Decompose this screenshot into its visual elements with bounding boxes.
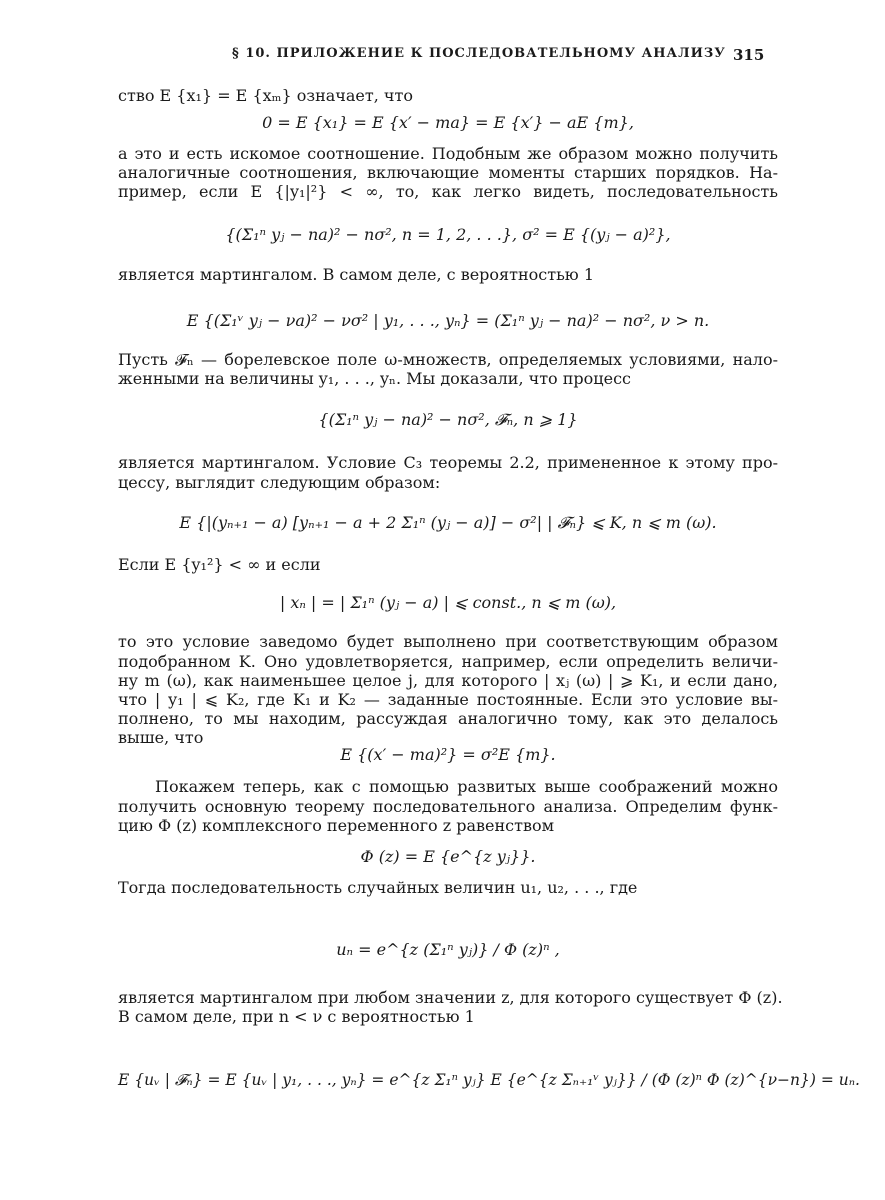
text-line: В самом деле, при n < ν с вероятностью 1 [118, 1007, 475, 1026]
formula: {(Σ₁ⁿ yⱼ − na)² − nσ², n = 1, 2, . . .}, σ² = E {(yⱼ − a)²}, [225, 225, 671, 244]
text-line: ну m (ω), как наименьшее целое j, для которого | xⱼ (ω) | ⩾ K₁, и если дано, [118, 671, 778, 690]
formula: E {uᵥ | 𝓕ₙ} = E {uᵥ | y₁, . . ., yₙ} = e^{z Σ₁ⁿ yⱼ} E {e^{z Σₙ₊₁ᵛ yⱼ}} / (Φ (z)ⁿ Φ (z)^{ν−n}) = uₙ. [118, 1071, 860, 1089]
formula: | xₙ | = | Σ₁ⁿ (yⱼ − a) | ⩽ const., n ⩽ m (ω), [279, 593, 617, 612]
text-line: Пусть 𝓕ₙ — борелевское поле ω-множеств, определяемых условиями, нало- [118, 350, 778, 369]
formula: E {|(yₙ₊₁ − a) [yₙ₊₁ − a + 2 Σ₁ⁿ (yⱼ − a)] − σ²| | 𝓕ₙ} ⩽ K, n ⩽ m (ω). [179, 513, 717, 532]
text-line: женными на величины y₁, . . ., yₙ. Мы доказали, что процесс [118, 369, 631, 388]
text-line: полнено, то мы находим, рассуждая аналогично тому, как это делалось [118, 709, 778, 728]
text-line: Покажем теперь, как с помощью развитых выше соображений можно [155, 777, 778, 796]
text-line: ство E {x₁} = E {xₘ} означает, что [118, 86, 413, 105]
formula: E {(Σ₁ᵛ yⱼ − νa)² − νσ² | y₁, . . ., yₙ} = (Σ₁ⁿ yⱼ − na)² − nσ², ν > n. [186, 311, 710, 330]
text-line: является мартингалом. В самом деле, с вероятностью 1 [118, 265, 594, 284]
text-line: получить основную теорему последовательного анализа. Определим функ- [118, 797, 778, 816]
text-line: Если E {y₁²} < ∞ и если [118, 555, 321, 574]
text-line: то это условие заведомо будет выполнено при соответствующим образом [118, 632, 778, 651]
text-line: а это и есть искомое соотношение. Подобным же образом можно получить [118, 144, 778, 163]
text-line: является мартингалом при любом значении z, для которого существует Φ (z). [118, 988, 783, 1007]
text-line: подобранном K. Оно удовлетворяется, например, если определить величи- [118, 652, 778, 671]
text-line: пример, если E {|y₁|²} < ∞, то, как легко видеть, последовательность [118, 182, 778, 201]
text-line: цию Φ (z) комплексного переменного z равенством [118, 816, 555, 835]
text-line: аналогичные соотношения, включающие моменты старших порядков. На- [118, 163, 778, 182]
formula: 0 = E {x₁} = E {x′ − ma} = E {x′} − aE {m}, [262, 113, 634, 132]
page-number: 315 [733, 46, 765, 64]
text-line: выше, что [118, 728, 204, 747]
text-line: Тогда последовательность случайных величин u₁, u₂, . . ., где [118, 878, 638, 897]
text-line: цессу, выглядит следующим образом: [118, 473, 441, 492]
text-line: является мартингалом. Условие C₃ теоремы 2.2, примененное к этому про- [118, 453, 778, 472]
text-line: что | y₁ | ⩽ K₂, где K₁ и K₂ — заданные постоянные. Если это условие вы- [118, 690, 778, 709]
formula: E {(x′ − ma)²} = σ²E {m}. [340, 745, 556, 764]
formula: Φ (z) = E {e^{z yⱼ}}. [360, 847, 536, 866]
formula: uₙ = e^{z (Σ₁ⁿ yⱼ)} / Φ (z)ⁿ , [336, 940, 560, 959]
formula: {(Σ₁ⁿ yⱼ − na)² − nσ², 𝓕ₙ, n ⩾ 1} [318, 410, 578, 429]
running-header: § 10. ПРИЛОЖЕНИЕ К ПОСЛЕДОВАТЕЛЬНОМУ АНАЛИЗУ [232, 46, 726, 61]
